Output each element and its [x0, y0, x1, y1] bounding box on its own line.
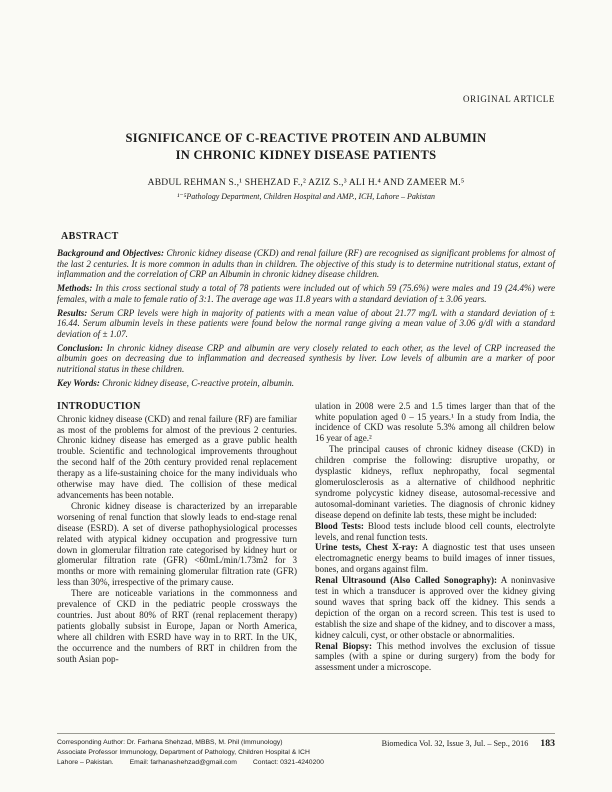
abstract-background-text: Chronic kidney disease (CKD) and renal failure (RF) are recognised as significant problems for almost of the last 2 centuries. It is more common in adults than in children. The objective of this study is to determine nutritional status, extant of inflammation and the correlation of CRP an Albumin in chronic kidney disease children. — [57, 248, 555, 280]
intro-paragraph-4: ulation in 2008 were 2.5 and 1.5 times larger than that of the white population aged 0 – 15 years.¹ In a study from India, the incidence of CKD was resolute 5.3% among all children below 16 year of age.² — [315, 400, 555, 444]
intro-paragraph-2: Chronic kidney disease is characterized by an irreparable worsening of renal function that slowly leads to end-stage renal disease (ESRD). A set of diverse pathophysiological processes related with atypical kidney occupation and progressive turn down in glomerular filtration rate categorised by kidney hurt or glomerular filtration rate (GFR) <60mL/min/1.73m2 for 3 months or more with remaining glomerular filtration rate (GFR) less than 30%, irrespective of the primary cause. — [57, 500, 297, 588]
abstract-conclusion-paragraph — [57, 343, 555, 375]
abstract-conclusion-text: In chronic kidney disease CRP and albumin are very closely related to each other, as the level of CRP increased the albumin goes on decreasing due to inflammation and decreased synthesis by liver. Low levels of albumin are a marker of poor nutritional status in these children. — [57, 342, 555, 375]
page-footer — [57, 733, 555, 768]
abstract-background-label: Background and Objectives: — [57, 248, 164, 258]
journal-citation: Biomedica Vol. 32, Issue 3, Jul. – Sep., 2016 — [381, 739, 529, 749]
abstract-methods-label: Methods: — [57, 283, 93, 294]
page-number: 183 — [540, 738, 555, 750]
correspondence-block — [57, 738, 324, 768]
renal-biopsy-label: Renal Biopsy: — [315, 640, 372, 651]
correspondence-contact: Contact: 0321-4240200 — [252, 759, 324, 767]
paper-title — [57, 130, 555, 163]
affiliation-line: ¹⁻⁵Pathology Department, Children Hospital and AMP., ICH, Lahore – Pakistan — [176, 192, 436, 201]
article-type-label: ORIGINAL ARTICLE — [463, 94, 555, 104]
intro-paragraph-3: There are noticeable variations in the commonness and prevalence of CKD in the pediatric people crossways the countries. Just about 80% of RRT (renal replacement therapy) patients globally subsist in Europe, Japan or North America, where all children with ESRD have way in to RRT. In the UK, the occurrence and the numbers of RRT in children from the south Asian pop- — [57, 588, 297, 664]
blood-tests-paragraph — [315, 521, 555, 543]
paper-title-line1: SIGNIFICANCE OF C-REACTIVE PROTEIN AND ALBUMIN — [125, 131, 487, 145]
abstract-keywords-paragraph — [57, 378, 555, 389]
abstract-results-text: Serum CRP levels were high in majority of patients with a mean value of about 21.77 mg/L with a standard deviation of ± 16.44. Serum albumin levels in these patients were found below the normal range giving a mean value of 3.06 g/dl with a standard deviation of ± 1.07. — [57, 307, 555, 340]
correspondence-line-3 — [57, 758, 324, 768]
correspondence-location: Lahore – Pakistan. — [57, 759, 114, 767]
abstract-heading: ABSTRACT — [61, 231, 119, 242]
left-column — [57, 401, 297, 674]
renal-biopsy-paragraph — [315, 641, 555, 674]
intro-paragraph-1: Chronic kidney disease (CKD) and renal failure (RF) are familiar as most of the problems for almost of the previous 2 centuries. Chronic kidney disease has emerged as a grave public health trouble. Scientific and technological improvements throughout the second half of the 20th century provided renal replacement therapy as a life-sustaining choice for the many individuals who otherwise may have died. The collision of these medical advancements has been notable. — [57, 413, 297, 500]
urine-tests-text: A diagnostic test that uses unseen electromagnetic energy beams to build images of inner tissues, bones, and organs against film. — [315, 542, 555, 575]
abstract-keywords-label: Key Words: — [57, 377, 100, 388]
abstract-results-paragraph — [57, 308, 555, 340]
authors-line: ABDUL REHMAN S.,¹ SHEHZAD F.,² AZIZ S.,³ ALI H.⁴ AND ZAMEER M.⁵ — [147, 178, 465, 188]
journal-citation-block — [382, 738, 555, 749]
paper-title-line2: IN CHRONIC KIDNEY DISEASE PATIENTS — [175, 147, 437, 162]
right-column — [315, 401, 555, 674]
correspondence-line-2: Associate Professor Immunology, Department of Pathology, Children Hospital & ICH — [57, 749, 310, 757]
renal-ultrasound-label: Renal Ultrasound (Also Called Sonography): — [315, 575, 498, 586]
urine-tests-label: Urine tests, Chest X-ray: — [315, 542, 419, 553]
abstract-methods-text: In this cross sectional study a total of 78 patients were included out of which 59 (75.6%) were males and 19 (24.4%) were females, with a male to female ratio of 3:1. The average age was 11.8 years with a standard deviation of ± 3.06 years. — [57, 283, 555, 304]
abstract-conclusion-label: Conclusion: — [57, 342, 103, 353]
renal-ultrasound-paragraph — [315, 575, 555, 640]
abstract-results-label: Results: — [57, 307, 88, 318]
urine-tests-paragraph — [315, 542, 555, 575]
introduction-heading: INTRODUCTION — [57, 400, 141, 412]
renal-biopsy-text: This method involves the exclusion of tissue samples (with a spine or during surgery) from the body for assessment under a microscope. — [315, 640, 556, 673]
abstract-section — [57, 231, 555, 392]
blood-tests-text: Blood tests include blood cell counts, electrolyte levels, and renal function tests. — [315, 520, 555, 542]
abstract-methods-paragraph — [57, 283, 555, 304]
renal-ultrasound-text: A noninvasive test in which a transducer is approved over the kidney giving sound waves that spring back off the kidney. This sends a depiction of the organ on a record screen. This test is used to establish the size and shape of the kidney, and to discover a mass, kidney calculi, cyst, or other obstacle or abnormalities. — [315, 575, 555, 640]
body-columns — [57, 401, 555, 674]
abstract-keywords-text: Chronic kidney disease, C-reactive protein, albumin. — [102, 377, 295, 388]
abstract-background-paragraph — [57, 248, 555, 280]
blood-tests-label: Blood Tests: — [315, 520, 364, 531]
correspondence-email: Email: farhanashehzad@gmail.com — [129, 759, 237, 767]
intro-paragraph-5: The principal causes of chronic kidney disease (CKD) in children comprise the following: disruptive uropathy, or dysplastic kidneys, reflux nephropathy, focal segmental glomerulosclerosis as a alternative of childhood nephritic syndrome polycystic kidney disease, autosomal-recessive and autosomal-dominant varieties. The diagnosis of chronic kidney disease depend on definite lab tests, these might be included: — [315, 444, 555, 520]
correspondence-line-1: Corresponding Author: Dr. Farhana Shehzad, MBBS, M. Phil (Immunology) — [57, 739, 283, 747]
